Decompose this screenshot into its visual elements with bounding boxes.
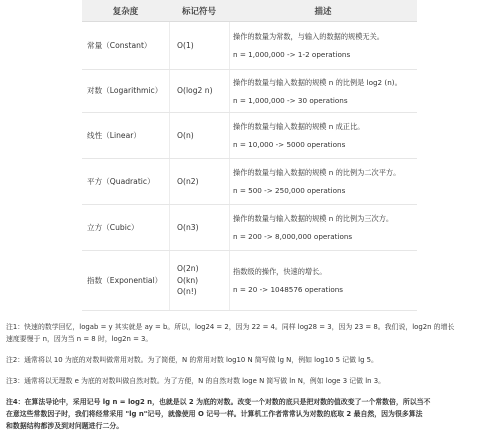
table-row-constant: [82, 22, 417, 70]
header-notation: 标记符号: [181, 6, 216, 17]
description-example: n = 1,000,000 -> 1-2 operations: [233, 50, 351, 59]
description-example: n = 200 -> 8,000,000 operations: [233, 232, 353, 241]
note-line: 注2：通常将以 10 为底的对数叫做常用对数。为了简便，N 的常用对数 log10 N 简写做 lg N，例如 log10 5 记做 lg 5。: [6, 356, 378, 364]
description-example: n = 20 -> 1048576 operations: [233, 285, 344, 294]
header-description: 描述: [314, 6, 332, 17]
note-line: 注3：通常将以无理数 e 为底的对数叫做自然对数。为了方便，N 的自然对数 loge N 简写做 ln N，例如 loge 3 记做 ln 3。: [6, 377, 386, 385]
notation: O(n): [177, 130, 194, 140]
description-text: 操作的数量与输入数据的规模 n 的比例为三次方。: [233, 214, 394, 223]
table-row-logarithmic: [82, 70, 417, 113]
notation: O(n3): [177, 222, 199, 232]
description-example: n = 500 -> 250,000 operations: [233, 186, 346, 195]
note-line: 在意这些常数因子时，我们将经常采用 "lg n"记号，就像使用 O 记号一样。计算机工作者常常认为对数的底取 2 最自然，因为很多算法: [6, 410, 423, 418]
note-2: [6, 354, 496, 366]
table-header-row: [82, 0, 417, 22]
notation: O(n!): [177, 287, 197, 297]
note-4: [6, 396, 496, 432]
note-line: 注1：快速的数学回忆，logab = y 其实就是 ay = b。所以，log24 = 2，因为 22 = 4。同样 log28 = 3，因为 23 = 8。我们说，log2n 的增长: [6, 323, 455, 331]
description-text: 操作的数量与输入数据的规模 n 成正比。: [233, 122, 365, 131]
complexity-table: [82, 0, 417, 311]
description-text: 操作的数量与输入数据的规模 n 的比例是 log2 (n)。: [233, 77, 402, 87]
notation: O(kn): [177, 275, 199, 285]
description-example: n = 10,000 -> 5000 operations: [233, 140, 346, 149]
description-text: 操作的数量为常数，与输入的数据的规模无关。: [233, 32, 384, 41]
complexity-name: 对数（Logarithmic）: [87, 86, 163, 96]
notation: O(n2): [177, 176, 199, 186]
description-example: n = 1,000,000 -> 30 operations: [233, 95, 348, 105]
table-row-quadratic: [82, 159, 417, 205]
description-text: 指数级的操作，快速的增长。: [233, 267, 327, 276]
footnotes: [6, 321, 496, 432]
complexity-name: 指数（Exponential）: [87, 275, 163, 285]
table-row-exponential: [82, 251, 417, 311]
table-row-cubic: [82, 205, 417, 251]
header-complexity: 复杂度: [112, 6, 139, 17]
notation: O(log2 n): [177, 86, 213, 96]
complexity-name: 常量（Constant）: [87, 40, 152, 50]
notation: O(2n): [177, 263, 199, 273]
notation: O(1): [177, 40, 194, 50]
complexity-name: 平方（Quadratic）: [87, 176, 155, 186]
table-row-linear: [82, 113, 417, 159]
note-3: [6, 375, 496, 387]
note-line: 和数据结构都涉及到对问题进行二分。: [6, 422, 124, 430]
complexity-name: 立方（Cubic）: [87, 222, 139, 232]
description-text: 操作的数量与输入数据的规模 n 的比例为二次平方。: [233, 168, 401, 177]
note-line: 速度要慢于 n，因为当 n = 8 时，log2n = 3。: [6, 335, 153, 343]
note-line: 注4：在算法导论中，采用记号 lg n = log2 n，也就是以 2 为底的对数。改变一个对数的底只是把对数的值改变了一个常数倍，所以当不: [6, 398, 431, 406]
complexity-name: 线性（Linear）: [87, 130, 141, 140]
note-1: [6, 321, 496, 345]
